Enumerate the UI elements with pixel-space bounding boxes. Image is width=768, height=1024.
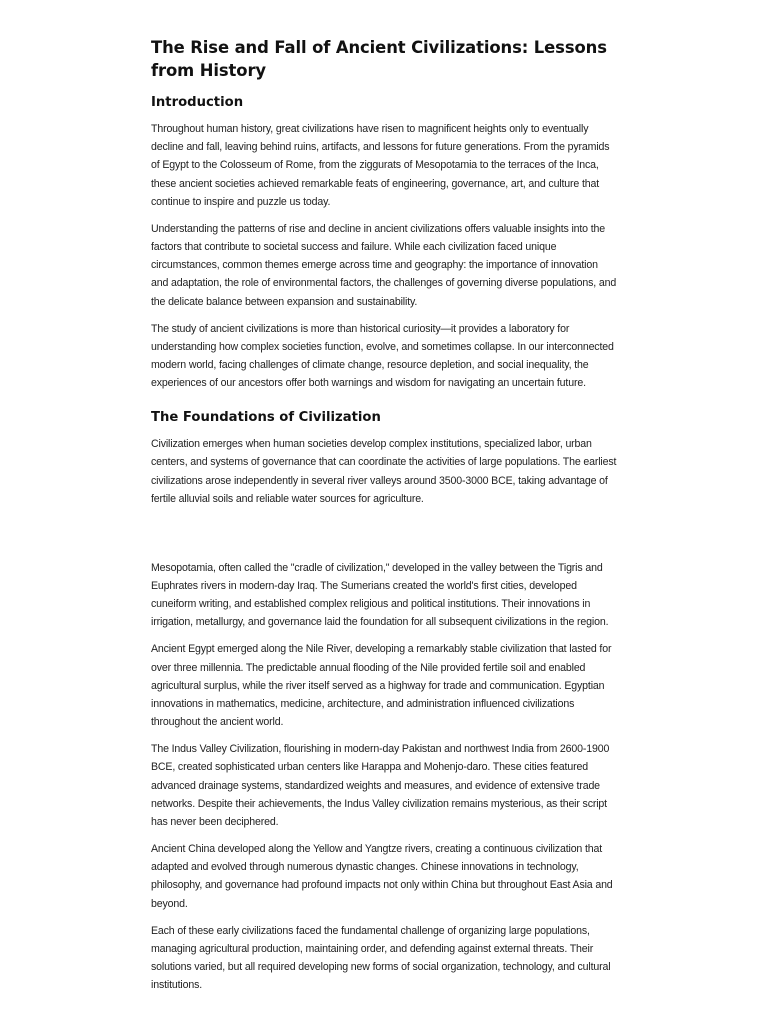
paragraph: Civilization emerges when human societies develop complex institutions, specialized labor, urban centers, and systems of governance that can coordinate the activities of large populations. The earliest civilizations arose independently in several river valleys around 3500-3000 BCE, taking advantage of fertile alluvial soils and reliable water sources for agriculture. [151, 438, 617, 505]
paragraph: Ancient China developed along the Yellow and Yangtze rivers, creating a continuous civilization that adapted and evolved through numerous dynastic changes. Chinese innovations in technology, philosophy, and governance had profound impacts not only within China but throughout East Asia and beyond. [151, 843, 613, 910]
section-foundations [151, 409, 617, 994]
paragraph: The Indus Valley Civilization, flourishing in modern-day Pakistan and northwest India from 2600-1900 BCE, created sophisticated urban centers like Harappa and Mohenjo-daro. These cities featured advanced drainage systems, standardized weights and measures, and evidence of extensive trade networks. Despite their achievements, the Indus Valley civilization remains mysterious, as their script has never been deciphered. [151, 743, 610, 829]
article [151, 36, 617, 1003]
blank-space [151, 517, 617, 559]
paragraph: Ancient Egypt emerged along the Nile River, developing a remarkably stable civilization that lasted for over three millennia. The predictable annual flooding of the Nile provided fertile soil and enabled agricultural surplus, while the river itself served as a highway for trade and communication. Egyptian innovations in mathematics, medicine, architecture, and administration influenced civilizations throughout the ancient world. [151, 643, 612, 729]
paragraph: Throughout human history, great civilizations have risen to magnificent heights only to eventually decline and fall, leaving behind ruins, artifacts, and lessons for future generations. From the pyramids of Egypt to the Colosseum of Rome, from the ziggurats of Mesopotamia to the terraces of the Inca, these ancient societies achieved remarkable feats of engineering, governance, art, and culture that continue to inspire and puzzle us today. [151, 123, 610, 208]
paragraph: Each of these early civilizations faced the fundamental challenge of organizing large populations, managing agricultural production, maintaining order, and defending against external threats. Their solutions varied, but all required developing new forms of social organization, technology, and cultural institutions. [151, 924, 611, 992]
section-introduction [151, 94, 617, 392]
section-heading: Introduction [151, 95, 244, 110]
paragraph: Understanding the patterns of rise and decline in ancient civilizations offers valuable insights into the factors that contribute to societal success and failure. While each civilization faced unique circumstances, common themes emerge across time and geography: the importance of innovation and adaptation, the role of environmental factors, the challenges of governing diverse populations, and the delicate balance between expansion and sustainability. [151, 222, 617, 308]
paragraph: The study of ancient civilizations is more than historical curiosity—it provides a laboratory for understanding how complex societies function, evolve, and sometimes collapse. In our interconnected modern world, facing challenges of climate change, resource depletion, and social inequality, the experiences of our ancestors offer both warnings and wisdom for navigating an uncertain future. [151, 322, 614, 390]
section-spacer [151, 401, 617, 409]
paragraph: Mesopotamia, often called the "cradle of civilization," developed in the valley between the Tigris and Euphrates rivers in modern-day Iraq. The Sumerians created the world's first cities, developed cuneiform writing, and established complex religious and political institutions. Their innovations in irrigation, metallurgy, and governance laid the foundation for all subsequent civilizations in the region. [151, 561, 609, 629]
article-title: The Rise and Fall of Ancient Civilizations: Lessons from History [151, 38, 607, 80]
section-heading: The Foundations of Civilization [151, 410, 381, 426]
